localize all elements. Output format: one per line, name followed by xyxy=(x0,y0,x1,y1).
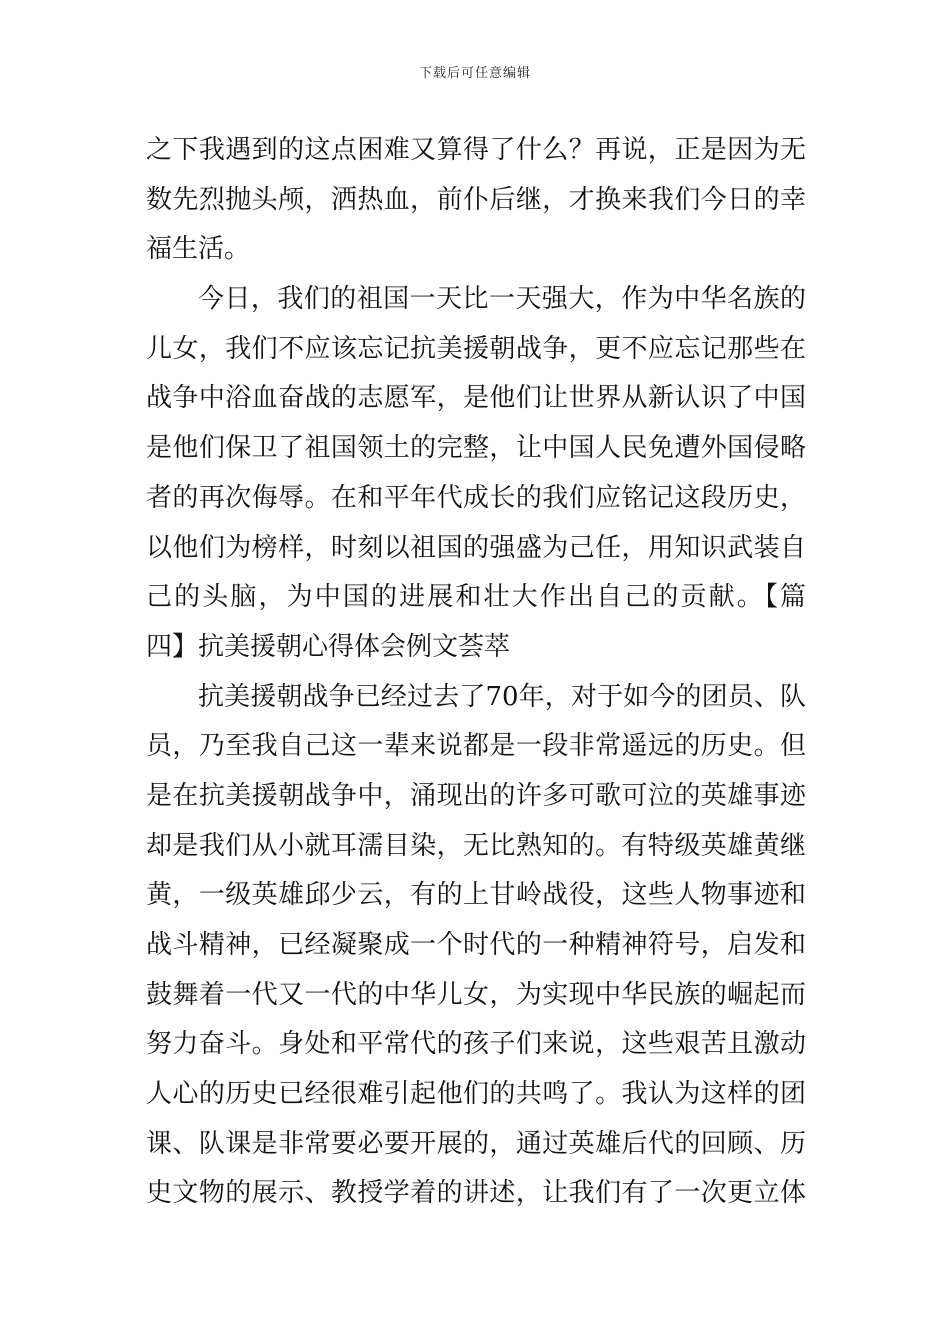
text-line: 努力奋斗。身处和平常代的孩子们来说，这些艰苦且激动 xyxy=(146,1029,806,1060)
text-line: 以他们为榜样，时刻以祖国的强盛为己任，用知识武装自 xyxy=(146,532,806,563)
text-line: 己的头脑，为中国的进展和壮大作出自己的贡献。【篇 xyxy=(146,582,806,613)
text-line: 者的再次侮辱。在和平年代成长的我们应铭记这段历史， xyxy=(146,482,806,513)
text-line: 数先烈抛头颅，洒热血，前仆后继，才换来我们今日的幸 xyxy=(146,184,806,215)
text-line: 史文物的展示、教授学着的讲述，让我们有了一次更立体 xyxy=(146,1178,806,1209)
text-line: 却是我们从小就耳濡目染，无比熟知的。有特级英雄黄继 xyxy=(146,830,806,861)
text-line: 鼓舞着一代又一代的中华儿女，为实现中华民族的崛起而 xyxy=(146,979,806,1010)
text-line: 抗美援朝战争已经过去了70年，对于如今的团员、队 xyxy=(198,681,806,712)
text-line: 四】抗美援朝心得体会例文荟萃 xyxy=(146,631,511,662)
page-header: 下载后可任意编辑 xyxy=(418,66,531,81)
text-line: 战斗精神，已经凝聚成一个时代的一种精神符号，启发和 xyxy=(146,930,806,960)
text-line: 之下我遇到的这点困难又算得了什么？再说，正是因为无 xyxy=(146,135,806,165)
text-line: 是在抗美援朝战争中，涌现出的许多可歌可泣的英雄事迹 xyxy=(146,780,806,811)
text-line: 员，乃至我自己这一辈来说都是一段非常遥远的历史。但 xyxy=(146,731,806,762)
text-line: 福生活。 xyxy=(146,234,251,265)
text-line: 战争中浴血奋战的志愿军，是他们让世界从新认识了中国 xyxy=(146,383,806,414)
text-line: 儿女，我们不应该忘记抗美援朝战争，更不应忘记那些在 xyxy=(146,333,806,364)
text-line: 课、队课是非常要必要开展的，通过英雄后代的回顾、历 xyxy=(146,1128,806,1159)
text-line: 今日，我们的祖国一天比一天强大，作为中华名族的 xyxy=(198,284,806,315)
text-line: 人心的历史已经很难引起他们的共鸣了。我认为这样的团 xyxy=(146,1079,806,1110)
text-line: 黄，一级英雄邱少云，有的上甘岭战役，这些人物事迹和 xyxy=(146,880,806,911)
body-text xyxy=(146,126,806,1219)
text-line: 是他们保卫了祖国领土的完整，让中国人民免遭外国侵略 xyxy=(146,433,806,464)
